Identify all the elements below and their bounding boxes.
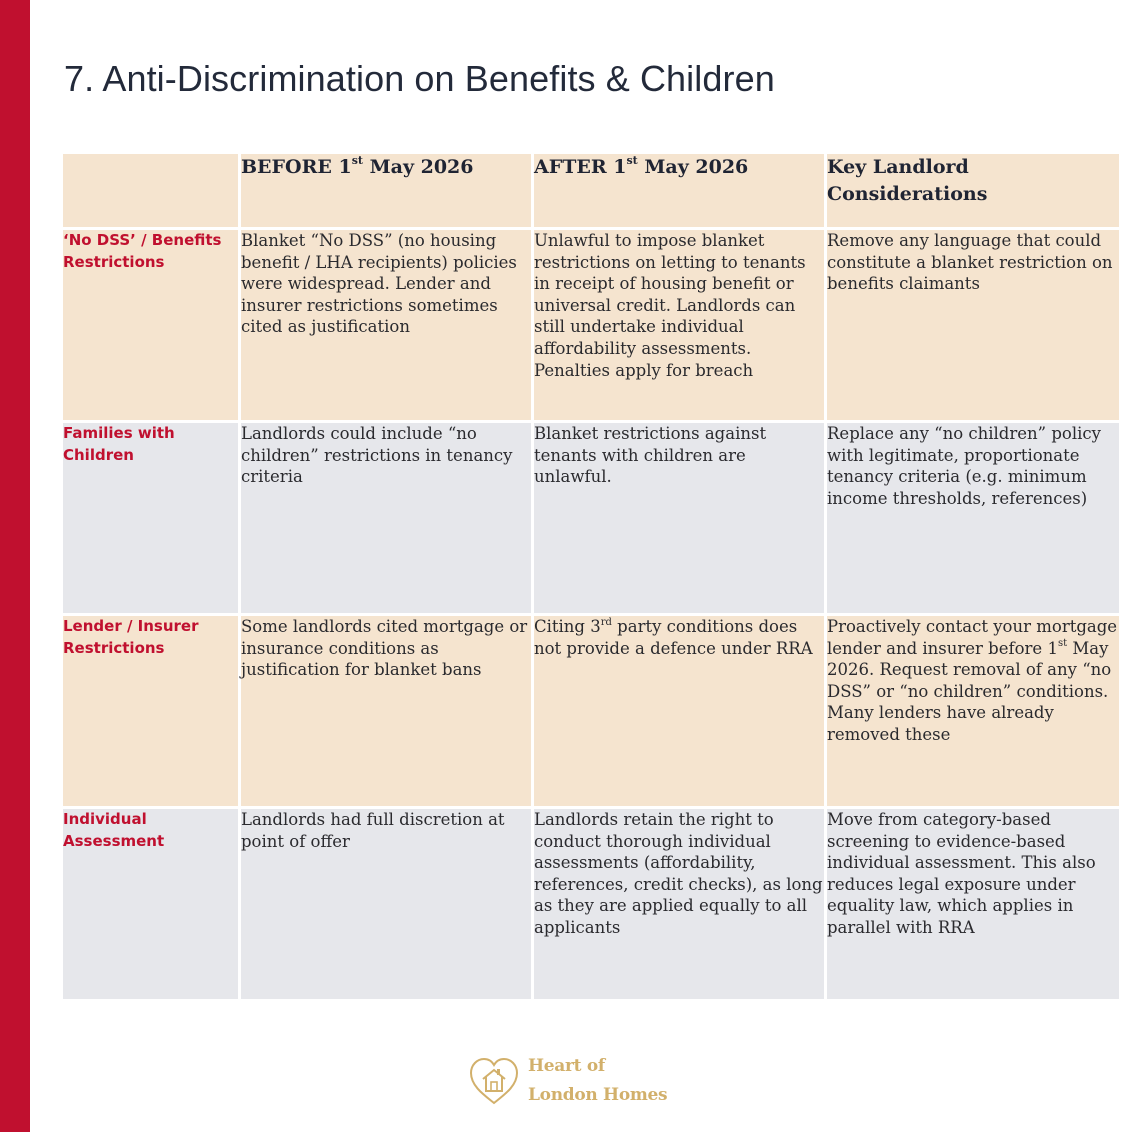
- after-text-suffix: party conditions does not provide a defence under RRA: [534, 617, 813, 658]
- header-before-text: BEFORE 1: [241, 156, 352, 178]
- after-cell: Unlawful to impose blanket restrictions on letting to tenants in receipt of housing benefit or universal credit. Landlords can still undertake individual affordability assessments. Penalties apply for breach: [534, 230, 824, 420]
- brand-name-line2: London Homes: [528, 1085, 668, 1105]
- comparison-table: [60, 151, 1122, 1002]
- header-before: [241, 154, 531, 227]
- table-header-row: [63, 154, 1119, 227]
- before-cell: Landlords had full discretion at point of offer: [241, 809, 531, 999]
- before-cell: Landlords could include “no children” restrictions in tenancy criteria: [241, 423, 531, 613]
- header-after-suffix: May 2026: [637, 156, 749, 178]
- table-row: [63, 809, 1119, 999]
- after-cell: Blanket restrictions against tenants with children are unlawful.: [534, 423, 824, 613]
- brand-name: [528, 1052, 667, 1110]
- table-row: [63, 423, 1119, 613]
- before-cell: Blanket “No DSS” (no housing benefit / LHA recipients) policies were widespread. Lender and insurer restrictions sometimes cited as justification: [241, 230, 531, 420]
- considerations-cell: Replace any “no children” policy with legitimate, proportionate tenancy criteria (e.g. minimum income thresholds, references): [827, 423, 1119, 613]
- considerations-sup: st: [1057, 638, 1068, 650]
- header-considerations: Key Landlord Considerations: [827, 154, 1119, 227]
- header-after: [534, 154, 824, 227]
- header-before-suffix: May 2026: [362, 156, 474, 178]
- row-label: Families with Children: [63, 423, 238, 613]
- row-label: ‘No DSS’ / Benefits Restrictions: [63, 230, 238, 420]
- before-cell: Some landlords cited mortgage or insurance conditions as justification for blanket bans: [241, 616, 531, 806]
- table-row: [63, 230, 1119, 420]
- considerations-cell: Remove any language that could constitute a blanket restriction on benefits claimants: [827, 230, 1119, 420]
- brand-logo: [466, 1053, 667, 1109]
- header-empty-cell: [63, 154, 238, 227]
- brand-name-line1: Heart of: [528, 1056, 605, 1076]
- page-title: 7. Anti-Discrimination on Benefits & Children: [64, 58, 775, 99]
- after-sup: rd: [600, 616, 612, 628]
- row-label: Individual Assessment: [63, 809, 238, 999]
- after-text: Citing 3: [534, 617, 601, 636]
- row-label: Lender / Insurer Restrictions: [63, 616, 238, 806]
- heart-house-icon: [466, 1053, 522, 1109]
- considerations-cell: Move from category-based screening to evidence-based individual assessment. This also reduces legal exposure under equality law, which applies in parallel with RRA: [827, 809, 1119, 999]
- header-after-sup: st: [626, 153, 638, 167]
- after-cell: [534, 616, 824, 806]
- considerations-cell: [827, 616, 1119, 806]
- after-cell: Landlords retain the right to conduct thorough individual assessments (affordability, references, credit checks), as long as they are applied equally to all applicants: [534, 809, 824, 999]
- header-before-sup: st: [351, 153, 363, 167]
- header-after-text: AFTER 1: [534, 156, 627, 178]
- table-row: [63, 616, 1119, 806]
- considerations-text-suffix: May 2026. Request removal of any “no DSS” or “no children” conditions. Many lenders have already removed these: [827, 638, 1112, 744]
- accent-side-bar: [0, 0, 30, 1132]
- considerations-text: Proactively contact your mortgage lender and insurer before 1: [827, 617, 1118, 658]
